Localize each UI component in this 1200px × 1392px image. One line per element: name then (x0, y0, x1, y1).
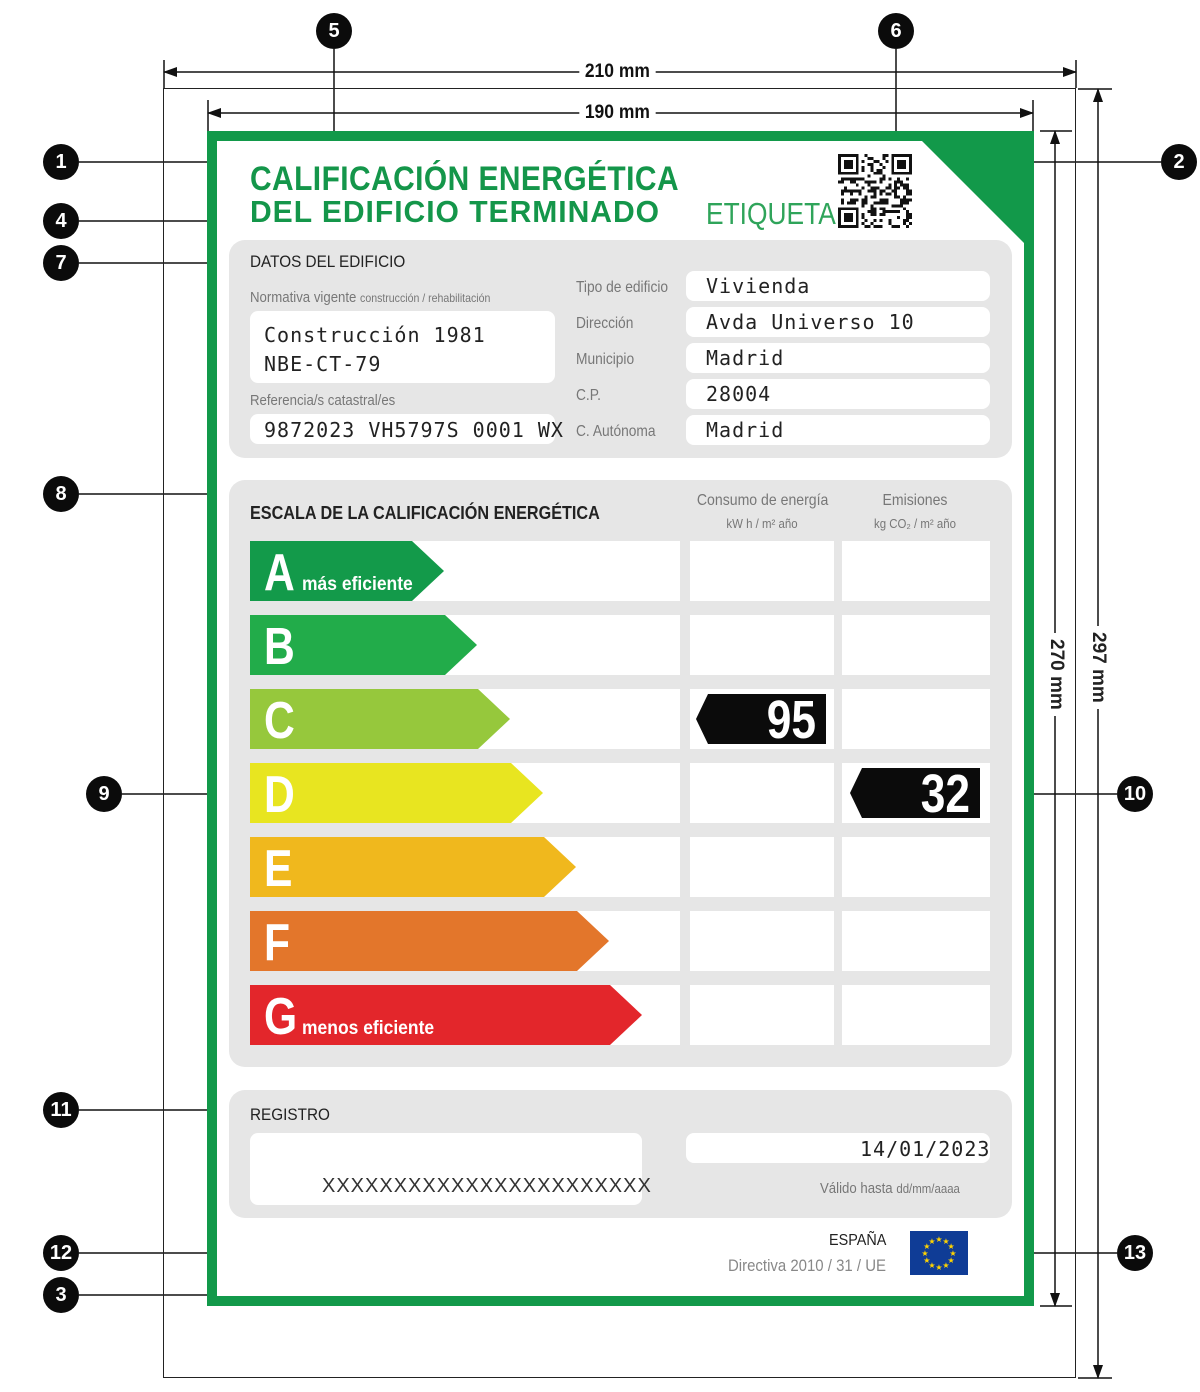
field-label-direccion: Dirección (576, 315, 634, 332)
svg-text:★: ★ (923, 1256, 931, 1265)
class-letter: D (264, 766, 295, 824)
field-value-autonoma: Madrid (706, 418, 785, 442)
eu-flag-icon (910, 1231, 968, 1275)
callout-13: 13 (1117, 1235, 1153, 1271)
normativa-value-line2: NBE-CT-79 (264, 352, 382, 376)
consumo-cell (690, 541, 834, 601)
field-value-cp: 28004 (706, 382, 772, 406)
class-letter: F (264, 914, 291, 972)
svg-text:★: ★ (949, 1249, 957, 1258)
svg-text:★: ★ (921, 1249, 929, 1258)
referencia-label: Referencia/s catastral/es (250, 392, 396, 409)
emisiones-header: Emisiones (882, 492, 948, 509)
scale-title: ESCALA DE LA CALIFICACIÓN ENERGÉTICA (250, 503, 600, 523)
svg-text:★: ★ (935, 1263, 943, 1272)
country-label: ESPAÑA (829, 1232, 887, 1249)
registro-title: REGISTRO (250, 1105, 330, 1124)
emisiones-value: 32 (920, 764, 970, 824)
field-label-tipo: Tipo de edificio (576, 279, 669, 296)
emisiones-cell (842, 541, 990, 601)
consumo-cell (690, 763, 834, 823)
field-label-autonoma: C. Autónoma (576, 423, 656, 440)
field-label-municipio: Municipio (576, 351, 635, 368)
label-title-line2: DEL EDIFICIO TERMINADO (250, 194, 661, 229)
field-value-direccion: Avda Universo 10 (706, 310, 915, 334)
class-sublabel: más eficiente (302, 574, 413, 595)
svg-text:★: ★ (947, 1242, 955, 1251)
svg-text:★: ★ (947, 1256, 955, 1265)
class-bar-f (250, 911, 609, 971)
registro-date: 14/01/2023 (860, 1137, 991, 1161)
emisiones-cell (842, 689, 990, 749)
callout-3: 3 (43, 1277, 79, 1313)
corner-triangle (922, 141, 1024, 243)
svg-text:★: ★ (923, 1242, 931, 1251)
valid-until-text: Válido hasta (820, 1180, 893, 1197)
consumo-cell (690, 985, 834, 1045)
emisiones-cell (842, 615, 990, 675)
callout-10: 10 (1117, 776, 1153, 812)
svg-text:★: ★ (942, 1261, 950, 1271)
svg-text:★: ★ (928, 1236, 936, 1246)
callout-7: 7 (43, 245, 79, 281)
normativa-label-sub: construcción / rehabilitación (360, 291, 491, 305)
svg-text:★: ★ (928, 1261, 936, 1271)
label-tag: ETIQUETA (706, 196, 836, 231)
callout-8: 8 (43, 476, 79, 512)
field-value-tipo: Vivienda (706, 274, 811, 298)
building-data-title: DATOS DEL EDIFICIO (250, 252, 406, 271)
field-label-cp: C.P. (576, 387, 601, 404)
callout-12: 12 (43, 1235, 79, 1271)
qr-code-icon (838, 154, 912, 228)
class-letter: G (264, 988, 298, 1046)
dimension-outer-height: 297 mm (1087, 626, 1109, 709)
consumo-value: 95 (766, 690, 816, 750)
class-letter: C (264, 692, 295, 750)
directive-label: Directiva 2010 / 31 / UE (728, 1256, 886, 1275)
valid-until-format: dd/mm/aaaa (896, 1181, 960, 1196)
callout-2: 2 (1161, 144, 1197, 180)
class-sublabel: menos eficiente (302, 1018, 435, 1039)
consumo-cell (690, 837, 834, 897)
emisiones-cell (842, 911, 990, 971)
class-bar-e (250, 837, 576, 897)
svg-text:★: ★ (935, 1235, 943, 1244)
consumo-cell (690, 911, 834, 971)
svg-text:★: ★ (942, 1236, 950, 1246)
normativa-label (250, 289, 490, 306)
field-value-municipio: Madrid (706, 346, 785, 370)
emisiones-cell (842, 985, 990, 1045)
dimension-inner-width: 190 mm (579, 102, 655, 124)
emisiones-cell (842, 837, 990, 897)
callout-1: 1 (43, 144, 79, 180)
valid-until-label (820, 1180, 960, 1197)
consumo-cell (690, 615, 834, 675)
registro-number: XXXXXXXXXXXXXXXXXXXXXXX (322, 1175, 652, 1197)
callout-4: 4 (43, 203, 79, 239)
callout-11: 11 (43, 1092, 79, 1128)
normativa-value-line1: Construcción 1981 (264, 323, 486, 347)
class-letter: A (264, 544, 295, 602)
dimension-inner-height: 270 mm (1045, 633, 1067, 716)
referencia-value: 9872023 VH5797S 0001 WX (264, 418, 564, 442)
emisiones-unit: kg CO₂ / m² año (873, 516, 957, 531)
dimension-outer-width: 210 mm (579, 61, 655, 83)
normativa-label-main: Normativa vigente (250, 289, 357, 306)
callout-5: 5 (316, 13, 352, 49)
class-letter: E (264, 840, 293, 898)
class-letter: B (264, 618, 295, 676)
callout-9: 9 (86, 776, 122, 812)
consumo-header: Consumo de energía (696, 492, 829, 509)
callout-6: 6 (878, 13, 914, 49)
label-title-line1: CALIFICACIÓN ENERGÉTICA (250, 160, 679, 198)
consumo-unit: kW h / m² año (726, 516, 798, 531)
